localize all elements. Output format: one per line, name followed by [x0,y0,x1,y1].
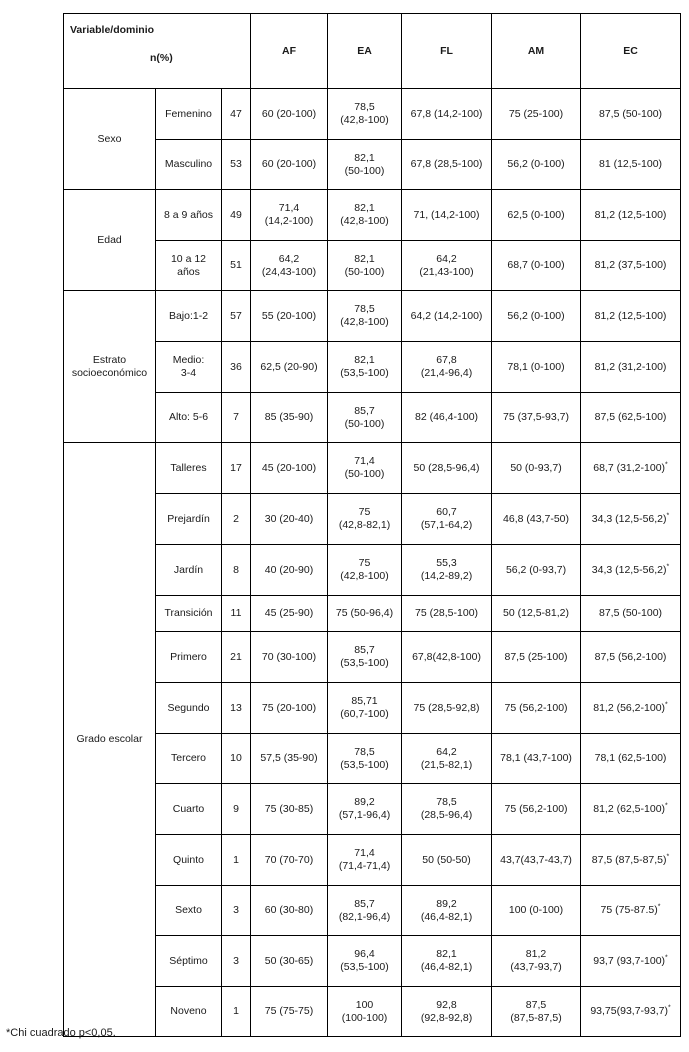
value-text: 75 (28,5-100) [414,607,479,619]
table-row [64,987,681,1037]
value-cell [492,190,581,241]
value-cell [581,190,681,241]
value-text: 78,1 (43,7-100) [500,752,572,764]
value-cell [251,89,328,140]
value-cell [581,936,681,987]
n-cell: 3 [222,886,251,936]
category-cell: Alto: 5-6 [156,393,222,443]
value-cell [492,632,581,683]
table-row [64,784,681,835]
value-text: 57,5 (35-90) [260,752,318,764]
table-row [64,291,681,342]
value-text: 46,8 (43,7-50) [503,512,569,525]
value-cell [328,291,402,342]
value-cell [581,835,681,886]
value-text: 78,1 (0-100) [507,360,565,373]
value-text: 75 (20-100) [261,701,317,714]
n-cell: 10 [222,734,251,784]
footnote: *Chi cuadrado p<0,05. [6,1027,116,1039]
n-cell: 3 [222,936,251,987]
value-text: 78,5 (28,5-96,4) [420,796,473,821]
table-row [64,596,681,632]
value-text: 82,1 (50-100) [344,151,385,177]
value-text: 89,2 (46,4-82,1) [420,897,473,923]
value-text: 100 (0-100) [508,904,564,916]
value-cell [402,987,492,1037]
value-text: 75 (42,8-82,1) [338,506,391,531]
value-cell [581,545,681,596]
category-cell: 8 a 9 años [156,190,222,241]
value-text: 56,2 (0-100) [507,309,565,322]
value-cell [402,835,492,886]
group-label: Sexo [64,89,156,190]
results-table [63,13,681,1037]
value-text: 34,3 (12,5-56,2) [591,563,667,576]
value-text: 87,5 (25-100) [504,650,568,663]
category-cell: Segundo [156,683,222,734]
value-cell [402,683,492,734]
header-row [64,14,681,89]
category-cell: Talleres [156,443,222,494]
value-text: 81,2 (12,5-100) [594,208,667,221]
value-text: 75 (50-96,4) [335,607,394,619]
category-cell: Prejardín [156,494,222,545]
value-text: 81,2 (43,7-93,7) [510,948,562,973]
category-cell: Medio: 3-4 [156,342,222,393]
value-text: 82 (46,4-100) [414,411,479,423]
value-cell [402,342,492,393]
category-cell: Femenino [156,89,222,140]
n-cell: 47 [222,89,251,140]
value-cell [251,190,328,241]
value-text: 87,5 (50-100) [598,107,663,120]
n-cell: 8 [222,545,251,596]
value-text: 87,5 (62,5-100) [594,411,667,423]
value-text: 50 (30-65) [264,954,314,967]
value-text: 81 (12,5-100) [598,158,663,170]
table-row [64,393,681,443]
value-cell [581,89,681,140]
n-cell: 9 [222,784,251,835]
value-text: 64,2 (24,43-100) [261,252,317,278]
value-text: 64,2 (21,43-100) [419,252,474,278]
value-text: 78,5 (42,8-100) [340,101,389,126]
column-header-ec: EC [581,14,681,89]
n-label: n(%) [150,52,173,64]
column-header-af: AF [251,14,328,89]
variable-label: Variable/dominio [70,24,155,36]
significance-marker: * [665,802,668,809]
value-cell [328,190,402,241]
value-cell [402,596,492,632]
n-cell: 7 [222,393,251,443]
group-label: Edad [64,190,156,291]
n-cell: 21 [222,632,251,683]
value-cell [402,545,492,596]
value-cell [581,443,681,494]
column-header-ea: EA [328,14,402,89]
value-cell [492,596,581,632]
n-cell: 13 [222,683,251,734]
value-cell [251,835,328,886]
value-cell [581,494,681,545]
value-cell [251,784,328,835]
n-cell: 36 [222,342,251,393]
value-text: 60 (20-100) [261,158,317,170]
value-text: 81,2 (37,5-100) [594,259,667,271]
value-cell [492,835,581,886]
column-header-am: AM [492,14,581,89]
group-label: Grado escolar [64,443,156,1037]
value-text: 93,75(93,7-93,7) [590,1005,668,1017]
value-text: 67,8 (21,4-96,4) [420,354,473,379]
category-cell: Quinto [156,835,222,886]
value-cell [492,784,581,835]
value-cell [492,683,581,734]
value-cell [328,89,402,140]
value-cell [328,342,402,393]
category-cell: 10 a 12 años [156,241,222,291]
category-cell: Jardín [156,545,222,596]
value-cell [402,241,492,291]
value-cell [581,734,681,784]
value-text: 75 (30-85) [264,802,314,815]
value-text: 78,1 (62,5-100) [594,752,667,764]
n-cell: 11 [222,596,251,632]
value-cell [328,632,402,683]
category-cell: Transición [156,596,222,632]
value-text: 81,2 (56,2-100) [593,701,666,714]
significance-marker: * [665,954,668,961]
value-cell [328,443,402,494]
value-text: 50 (28,5-96,4) [413,461,480,474]
value-cell [328,683,402,734]
value-cell [251,393,328,443]
value-cell [251,632,328,683]
table-row [64,734,681,784]
value-text: 87,5 (50-100) [598,607,663,619]
value-cell [492,393,581,443]
value-cell [402,291,492,342]
value-cell [328,784,402,835]
value-text: 87,5 (87,5-87,5) [510,998,562,1024]
category-cell: Bajo:1-2 [156,291,222,342]
category-cell: Sexto [156,886,222,936]
value-text: 30 (20-40) [264,512,314,525]
value-cell [581,632,681,683]
value-text: 75 (42,8-100) [340,557,389,582]
value-cell [492,936,581,987]
significance-marker: * [666,563,670,570]
value-text: 87,5 (56,2-100) [594,650,667,663]
value-cell [402,632,492,683]
value-cell [328,393,402,443]
value-text: 75 (28,5-92,8) [413,701,480,714]
value-text: 85,7 (82,1-96,4) [338,897,391,923]
value-cell [492,443,581,494]
value-text: 68,7 (0-100) [507,259,565,271]
value-text: 81,2 (62,5-100) [593,802,666,815]
value-text: 34,3 (12,5-56,2) [591,512,667,525]
n-cell: 1 [222,987,251,1037]
value-text: 45 (20-100) [261,461,317,474]
value-cell [328,494,402,545]
value-cell [328,987,402,1037]
category-cell: Masculino [156,140,222,190]
group-label: Estrato socioeconómico [64,291,156,443]
n-cell: 57 [222,291,251,342]
n-cell: 51 [222,241,251,291]
value-cell [328,936,402,987]
table-row [64,190,681,241]
value-text: 60,7 (57,1-64,2) [420,506,473,531]
value-text: 81,2 (12,5-100) [594,309,667,322]
value-text: 68,7 (31,2-100) [593,461,666,474]
value-cell [402,190,492,241]
value-text: 70 (30-100) [261,650,317,663]
value-cell [492,241,581,291]
value-text: 75 (56,2-100) [504,701,568,714]
value-text: 85,71 (60,7-100) [340,695,389,720]
value-cell [581,291,681,342]
value-text: 43,7(43,7-43,7) [500,853,572,866]
significance-marker: * [666,853,670,860]
value-cell [251,494,328,545]
value-cell [581,393,681,443]
value-text: 81,2 (31,2-100) [594,360,667,373]
value-cell [581,784,681,835]
value-text: 85,7 (53,5-100) [340,644,389,669]
value-cell [492,545,581,596]
table-row [64,886,681,936]
value-cell [581,140,681,190]
value-text: 82,1 (42,8-100) [340,202,389,227]
value-text: 71,4 (14,2-100) [264,202,314,227]
value-text: 60 (30-80) [264,904,314,916]
value-cell [251,734,328,784]
n-cell: 53 [222,140,251,190]
significance-marker: * [657,903,661,911]
value-cell [581,886,681,936]
value-cell [492,987,581,1037]
table-body [64,89,681,1037]
value-text: 89,2 (57,1-96,4) [338,796,391,821]
value-text: 45 (25-90) [264,607,314,619]
significance-marker: * [666,512,670,519]
value-text: 50 (12,5-81,2) [503,607,569,619]
value-text: 82,1 (53,5-100) [340,354,389,379]
value-text: 75 (56,2-100) [504,802,568,815]
table-row [64,241,681,291]
category-cell: Primero [156,632,222,683]
value-cell [251,140,328,190]
category-cell: Séptimo [156,936,222,987]
value-cell [328,241,402,291]
value-text: 50 (0-93,7) [510,461,562,474]
value-cell [328,734,402,784]
table-row [64,494,681,545]
table-row [64,342,681,393]
value-text: 50 (50-50) [422,853,471,866]
value-text: 92,8 (92,8-92,8) [420,998,473,1024]
value-text: 56,2 (0-100) [507,158,565,170]
variable-domain-header [64,14,251,89]
value-cell [402,936,492,987]
value-text: 55,3 (14,2-89,2) [420,557,473,582]
value-cell [402,393,492,443]
value-cell [581,683,681,734]
value-text: 70 (70-70) [264,853,314,866]
significance-marker: * [665,701,668,708]
n-cell: 1 [222,835,251,886]
value-cell [402,886,492,936]
value-cell [251,683,328,734]
value-cell [402,443,492,494]
value-cell [251,443,328,494]
value-cell [402,89,492,140]
value-cell [328,886,402,936]
value-cell [492,140,581,190]
table-row [64,89,681,140]
value-cell [581,987,681,1037]
table-row [64,835,681,886]
value-cell [581,596,681,632]
value-text: 75 (75-87.5) [600,904,658,916]
n-cell: 2 [222,494,251,545]
value-text: 85 (35-90) [264,411,314,423]
value-cell [251,241,328,291]
category-cell: Noveno [156,987,222,1037]
value-cell [492,89,581,140]
value-cell [251,291,328,342]
value-text: 64,2 (14,2-100) [410,309,483,322]
value-text: 78,5 (42,8-100) [340,303,389,328]
value-cell [328,596,402,632]
value-cell [251,936,328,987]
value-cell [581,342,681,393]
value-text: 62,5 (0-100) [507,208,565,221]
value-cell [492,886,581,936]
value-text: 78,5 (53,5-100) [340,745,389,771]
table-row [64,683,681,734]
value-cell [492,291,581,342]
value-cell [402,734,492,784]
value-cell [251,596,328,632]
value-text: 100 (100-100) [341,998,388,1024]
value-text: 62,5 (20-90) [260,360,318,373]
value-cell [251,342,328,393]
value-text: 71, (14,2-100) [413,208,480,221]
value-text: 75 (75-75) [264,1005,314,1017]
value-text: 87,5 (87,5-87,5) [591,853,667,866]
value-cell [251,886,328,936]
value-cell [492,494,581,545]
value-cell [328,545,402,596]
significance-marker: * [665,461,668,468]
category-cell: Tercero [156,734,222,784]
value-text: 93,7 (93,7-100) [593,954,666,967]
value-cell [492,734,581,784]
value-text: 67,8(42,8-100) [412,650,481,663]
value-cell [402,140,492,190]
value-text: 40 (20-90) [264,563,314,576]
value-text: 71,4 (50-100) [344,455,385,480]
category-cell: Cuarto [156,784,222,835]
n-cell: 17 [222,443,251,494]
value-cell [328,835,402,886]
value-cell [402,494,492,545]
value-text: 82,1 (46,4-82,1) [420,948,473,973]
value-text: 64,2 (21,5-82,1) [420,745,473,771]
value-cell [492,342,581,393]
table-row [64,443,681,494]
significance-marker: * [667,1004,671,1012]
value-text: 67,8 (14,2-100) [410,107,483,120]
table-row [64,140,681,190]
table-row [64,632,681,683]
value-cell [581,241,681,291]
value-cell [328,140,402,190]
table-row [64,545,681,596]
table-row [64,936,681,987]
value-text: 75 (37,5-93,7) [503,411,569,423]
value-text: 96,4 (53,5-100) [340,948,389,973]
value-text: 55 (20-100) [261,309,317,322]
value-cell [402,784,492,835]
column-header-fl: FL [402,14,492,89]
value-text: 85,7 (50-100) [344,404,385,430]
value-text: 67,8 (28,5-100) [410,158,483,170]
value-text: 60 (20-100) [261,107,317,120]
value-text: 56,2 (0-93,7) [505,563,567,576]
value-text: 71,4 (71,4-71,4) [338,847,391,872]
value-cell [251,545,328,596]
value-cell [251,987,328,1037]
n-cell: 49 [222,190,251,241]
value-text: 82,1 (50-100) [344,252,385,278]
value-text: 75 (25-100) [508,107,564,120]
